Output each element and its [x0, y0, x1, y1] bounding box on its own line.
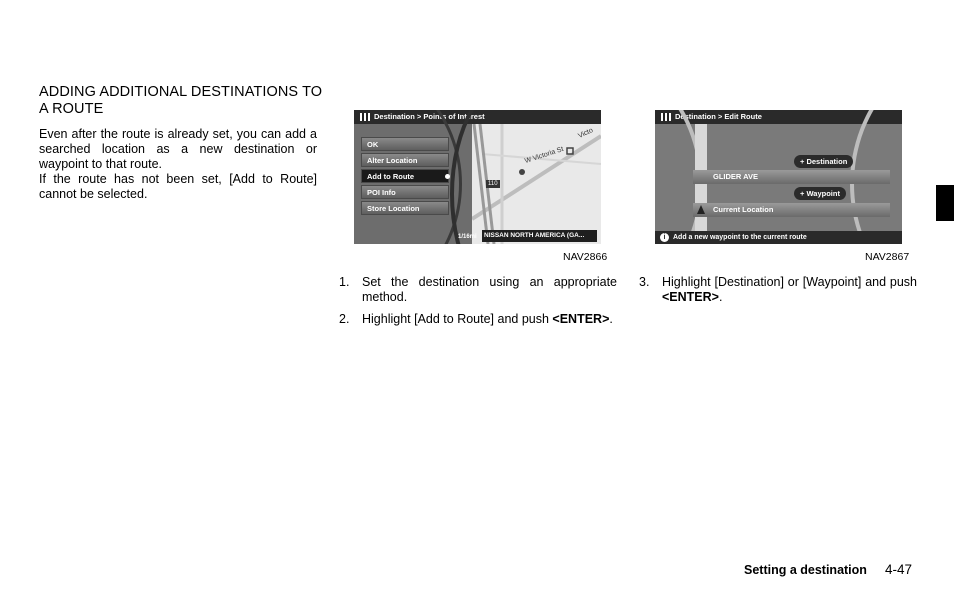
figure-caption-nav2866: NAV2866 — [563, 251, 608, 263]
route-row-glider-ave[interactable]: GLIDER AVE — [693, 170, 890, 184]
map-arc-decoration — [450, 110, 598, 244]
intro-paragraph-2: If the route has not been set, [Add to Route] cannot be selected. — [39, 172, 317, 201]
scale-indicator: 1/16mi — [458, 234, 477, 240]
section-heading: ADDING ADDITIONAL DESTINATIONS TO A ROUTE — [39, 84, 323, 117]
figure-nav2867-screen — [655, 110, 902, 244]
footer-section-title: Setting a destination — [744, 563, 867, 577]
info-bar: i Add a new waypoint to the current route — [655, 231, 902, 244]
page-number: 4-47 — [885, 562, 913, 577]
destination-button[interactable]: + Destination — [794, 155, 853, 168]
location-name-bar: NISSAN NORTH AMERICA (GA... — [482, 230, 597, 242]
screen-title-2: Destination > Edit Route — [675, 112, 762, 121]
vehicle-icon — [697, 205, 705, 214]
figure-nav2866-screen — [354, 110, 601, 244]
info-icon: i — [660, 233, 669, 242]
road-shield-icon: 110 — [488, 181, 498, 187]
route-row-current-location[interactable]: Current Location — [693, 203, 890, 217]
menu-item-store-location[interactable]: Store Location — [361, 201, 449, 215]
menu-arc-decoration — [354, 110, 462, 244]
screen-title: Destination > Points of Interest — [374, 112, 485, 121]
intro-text — [39, 127, 317, 202]
menu-item-ok[interactable]: OK — [361, 137, 449, 151]
menu-item-add-to-route[interactable]: Add to Route — [361, 169, 449, 183]
menu-item-alter-location[interactable]: Alter Location — [361, 153, 449, 167]
menu-item-poi-info[interactable]: POI Info — [361, 185, 449, 199]
plus-icon-2: + — [800, 189, 807, 198]
waypoint-button[interactable]: + Waypoint — [794, 187, 846, 200]
street-label-2: Victo — [577, 127, 595, 140]
intro-paragraph-1: Even after the route is already set, you can add a searched location as a new destination or waypoint to that route. — [39, 127, 317, 171]
street-label: W Victoria St — [523, 145, 565, 166]
plus-icon: + — [800, 157, 807, 166]
figure-caption-nav2867: NAV2867 — [865, 251, 910, 263]
chapter-tab — [936, 185, 954, 221]
